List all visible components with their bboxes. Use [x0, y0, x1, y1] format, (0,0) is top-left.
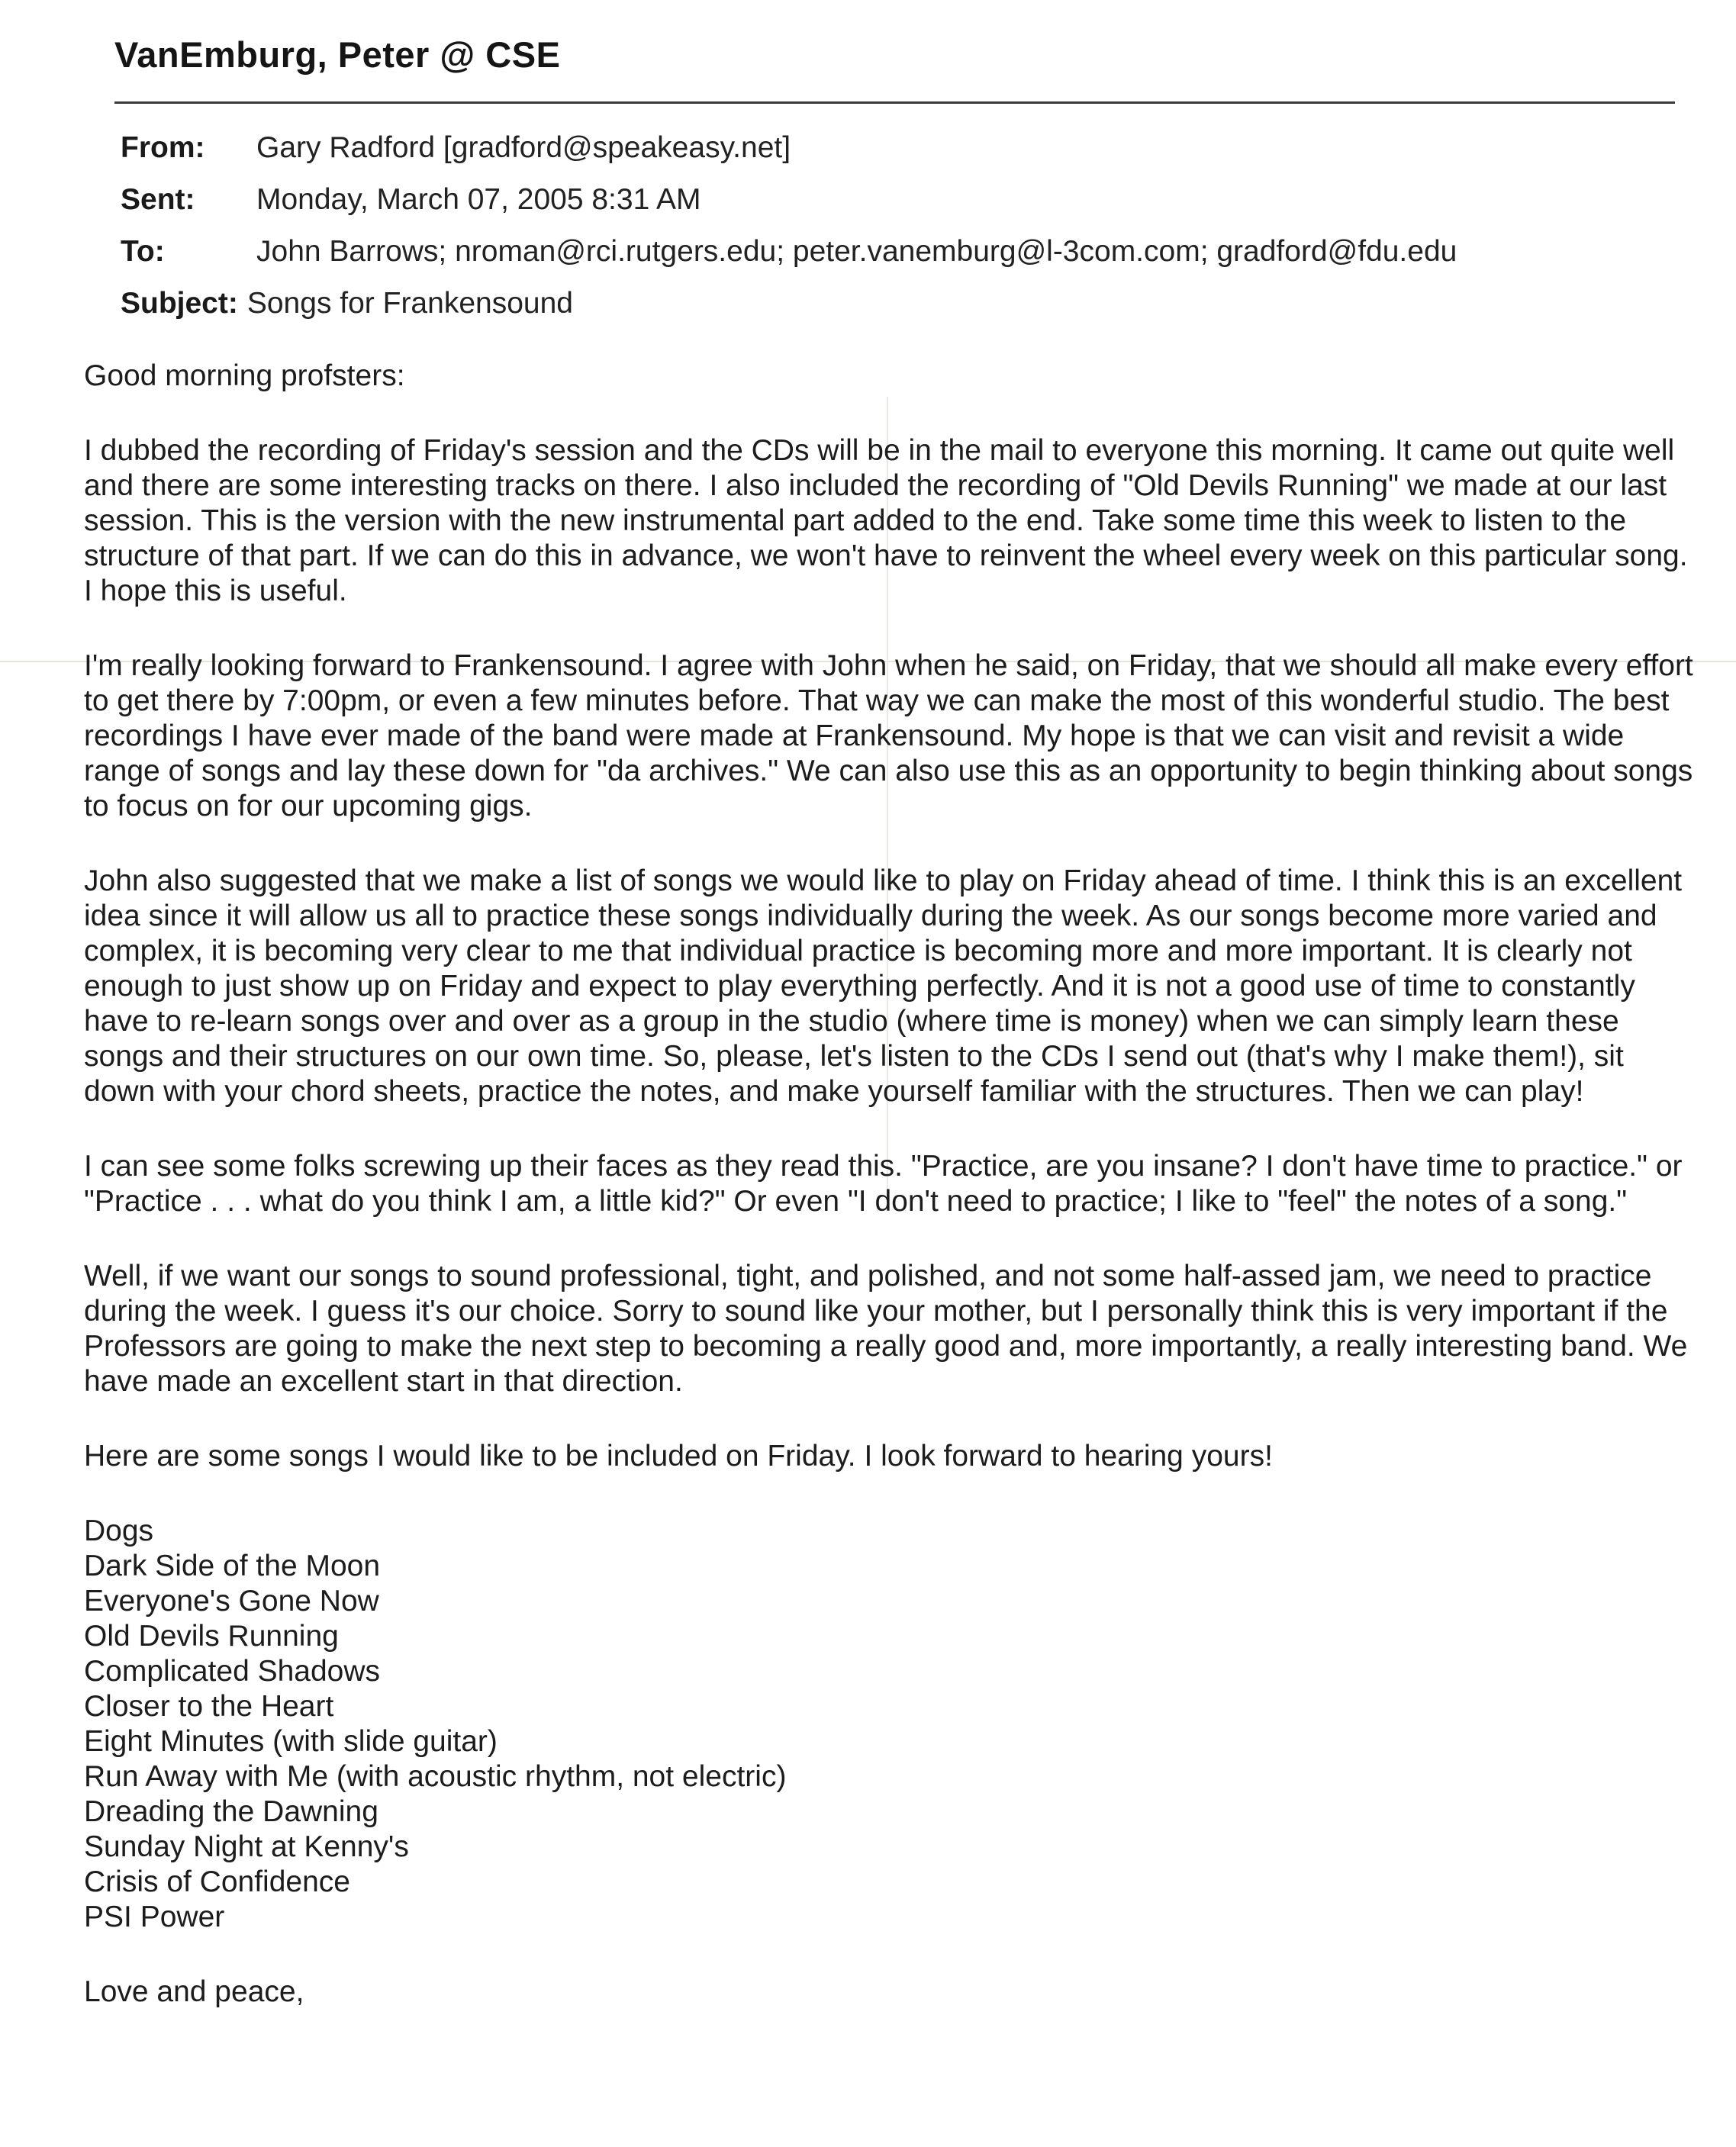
- song-item: PSI Power: [84, 1901, 225, 1933]
- body-paragraph-4: I can see some folks screwing up their faces as they read this. "Practice, are you insane? I don't have time to practice." or "Practice . . . what do you think I am, a little kid?" Or even "I don't need to practice; I like to "feel" the notes of a song.": [84, 1150, 1683, 1218]
- printout-owner-name: VanEmburg, Peter @ CSE: [114, 34, 561, 75]
- subject-value: Songs for Frankensound: [246, 287, 573, 320]
- song-item: Dark Side of the Moon: [84, 1550, 381, 1582]
- body-paragraph-6: Here are some songs I would like to be included on Friday. I look forward to hearing yours!: [84, 1440, 1273, 1473]
- song-item: Closer to the Heart: [84, 1690, 334, 1723]
- header-divider: [114, 101, 1675, 104]
- email-metadata: [121, 122, 1457, 330]
- subject-label: Subject:: [121, 287, 238, 320]
- body-paragraph-1: I dubbed the recording of Friday's session and the CDs will be in the mail to everyone this morning. It came out quite well and there are some interesting tracks on there. I also included the recording of "Old Devils Running" we made at our last session. This is the version with the new instrumental part added to the end. Take some time this week to listen to the structure of that part. If we can do this in advance, we won't have to reinvent the wheel every week on this particular song. I hope this is useful.: [84, 434, 1688, 607]
- song-item: Run Away with Me (with acoustic rhythm, not electric): [84, 1760, 787, 1793]
- to-label: To:: [121, 235, 165, 268]
- song-item: Crisis of Confidence: [84, 1865, 350, 1898]
- song-item: Dogs: [84, 1514, 154, 1547]
- to-row: [121, 226, 1457, 278]
- greeting: Good morning profsters:: [84, 359, 405, 392]
- song-item: Old Devils Running: [84, 1620, 339, 1653]
- song-list: [84, 1514, 1702, 1935]
- sent-label: Sent:: [121, 183, 195, 216]
- song-item: Everyone's Gone Now: [84, 1585, 379, 1617]
- body-paragraph-3: John also suggested that we make a list of songs we would like to play on Friday ahead of time. I think this is an excellent idea since it will allow us all to practice these songs individually during the week. As our songs become more varied and complex, it is becoming very clear to me that individual practice is becoming more and more important. It is clearly not enough to just show up on Friday and expect to play everything perfectly. And it is not a good use of time to constantly have to re-learn songs over and over as a group in the studio (where time is money) when we can simply learn these songs and their structures on our own time. So, please, let's listen to the CDs I send out (that's why I make them!), sit down with your chord sheets, practice the notes, and make yourself familiar with the structures. Then we can play!: [84, 864, 1683, 1108]
- song-item: Sunday Night at Kenny's: [84, 1830, 409, 1863]
- from-row: [121, 122, 1457, 174]
- sent-value: Monday, March 07, 2005 8:31 AM: [256, 183, 701, 216]
- song-item: Eight Minutes (with slide guitar): [84, 1725, 498, 1758]
- closing-line: Love and peace,: [84, 1975, 304, 2008]
- from-value: Gary Radford [gradford@speakeasy.net]: [256, 131, 791, 164]
- sent-row: [121, 174, 1457, 226]
- from-label: From:: [121, 131, 205, 164]
- subject-row: [121, 278, 1457, 330]
- song-item: Complicated Shadows: [84, 1655, 381, 1688]
- to-value: John Barrows; nroman@rci.rutgers.edu; peter.vanemburg@l-3com.com; gradford@fdu.edu: [256, 235, 1457, 268]
- song-item: Dreading the Dawning: [84, 1795, 378, 1828]
- email-body: [84, 359, 1702, 2049]
- body-paragraph-5: Well, if we want our songs to sound professional, tight, and polished, and not some half-assed jam, we need to practice during the week. I guess it's our choice. Sorry to sound like your mother, but I personally think this is very important if the Professors are going to make the next step to becoming a really good and, more importantly, a really interesting band. We have made an excellent start in that direction.: [84, 1260, 1688, 1398]
- body-paragraph-2: I'm really looking forward to Frankensound. I agree with John when he said, on Friday, that we should all make every effort to get there by 7:00pm, or even a few minutes before. That way we can make the most of this wonderful studio. The best recordings I have ever made of the band were made at Frankensound. My hope is that we can visit and revisit a wide range of songs and lay these down for "da archives." We can also use this as an opportunity to begin thinking about songs to focus on for our upcoming gigs.: [84, 649, 1693, 822]
